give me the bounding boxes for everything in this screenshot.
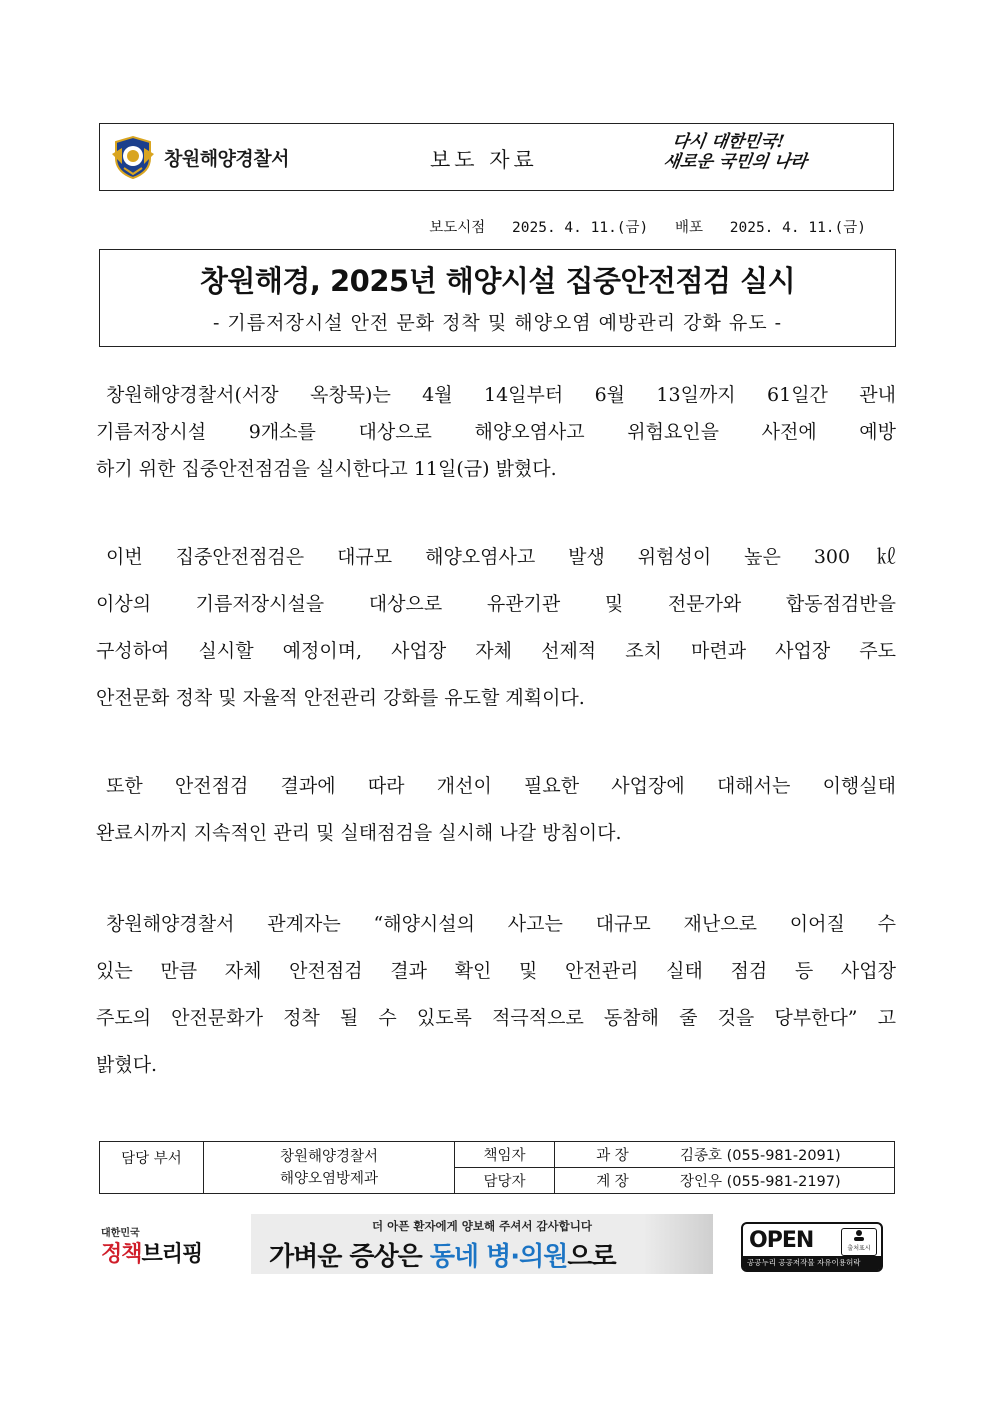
doc-type: 보도 자료 (430, 148, 538, 172)
policy-small-text: 대한민국 (101, 1228, 140, 1239)
agency-logo (110, 136, 289, 178)
dept-line-1: 창원해양경찰서 (279, 1148, 379, 1165)
slogan-line-2: 새로운 국민의 나라 (662, 152, 809, 172)
policy-big-black: 브리핑 (141, 1242, 203, 1267)
footer (0, 1214, 992, 1274)
paragraph-3 (96, 763, 896, 857)
agency-name: 창원해양경찰서 (164, 147, 289, 170)
release-date: 2025. 4. 11.(금) (512, 220, 649, 236)
paragraph-line: 안전문화 정착 및 자율적 안전관리 강화를 유도할 계획이다. (96, 687, 585, 709)
role-cell: 담당자 (455, 1168, 555, 1194)
distribution-date: 2025. 4. 11.(금) (729, 220, 866, 236)
open-license-badge (741, 1222, 883, 1272)
person-cell: 김종호 (055-981-2091) (670, 1142, 895, 1168)
title-box (99, 249, 896, 347)
attribution-text: 출처표시 (847, 1245, 871, 1252)
paragraph-4 (96, 901, 896, 1089)
title-cell: 계 장 (555, 1168, 671, 1194)
paragraph-line: 하기 위한 집중안전점검을 실시한다고 11일(금) 밝혔다. (96, 458, 557, 480)
slogan-line-1: 다시 대한민국! (671, 132, 786, 152)
policy-briefing-logo (101, 1224, 202, 1268)
dept-label: 담당 부서 (100, 1142, 204, 1194)
paragraph-line: 창원해양경찰서(서장 옥창묵)는 4월 14일부터 6월 13일까지 61일간 관내 (106, 384, 896, 406)
header-box (99, 123, 894, 191)
attribution-badge (841, 1228, 877, 1256)
person-cell: 장인우 (055-981-2197) (670, 1168, 895, 1194)
role-cell: 책임자 (455, 1142, 555, 1168)
contact-table (99, 1141, 895, 1194)
page-subtitle: - 기름저장시설 안전 문화 정착 및 해양오염 예방관리 강화 유도 - (212, 312, 783, 334)
policy-big-text (101, 1237, 202, 1268)
person-icon (852, 1229, 866, 1241)
paragraph-line: 밝혔다. (96, 1054, 158, 1076)
distribution-label: 배포 (675, 220, 704, 236)
release-label: 보도시점 (429, 220, 486, 236)
page-title: 창원해경, 2025년 해양시설 집중안전점검 실시 (199, 264, 796, 298)
slogan (662, 132, 858, 172)
paragraph-2 (96, 534, 896, 722)
banner-main-text (269, 1236, 616, 1273)
campaign-banner (251, 1214, 713, 1274)
open-text: OPEN (749, 1228, 814, 1253)
paragraph-line: 기름저장시설 9개소를 대상으로 해양오염사고 위험요인을 사전에 예방 (96, 421, 896, 443)
paragraph-1 (96, 377, 896, 488)
release-dates (411, 216, 866, 237)
paragraph-line: 완료시까지 지속적인 관리 및 실태점검을 실시해 나갈 방침이다. (96, 822, 622, 844)
banner-main-part-3: 으로 (567, 1242, 616, 1272)
banner-top-text: 더 아픈 환자에게 양보해 주셔서 감사합니다 (372, 1219, 592, 1233)
title-cell: 과 장 (555, 1142, 671, 1168)
banner-main-highlight: 동네 병·의원 (429, 1242, 568, 1272)
coast-guard-emblem-icon (110, 134, 156, 180)
paragraph-line: 이번 집중안전점검은 대규모 해양오염사고 발생 위험성이 높은 300㎘ (106, 546, 896, 568)
paragraph-line: 있는 만큼 자체 안전점검 결과 확인 및 안전관리 실태 점검 등 사업장 (96, 960, 896, 982)
dept-line-2: 해양오염방제과 (279, 1170, 379, 1187)
paragraph-line: 구성하여 실시할 예정이며, 사업장 자체 선제적 조치 마련과 사업장 주도 (96, 640, 896, 662)
paragraph-line: 이상의 기름저장시설을 대상으로 유관기관 및 전문가와 합동점검반을 (96, 593, 896, 615)
paragraph-line: 또한 안전점검 결과에 따라 개선이 필요한 사업장에 대해서는 이행실태 (106, 775, 896, 797)
open-license-bar: 공공누리 공공저작물 자유이용허락 (743, 1256, 881, 1270)
policy-big-red: 정책 (101, 1242, 142, 1267)
paragraph-line: 창원해양경찰서 관계자는 “해양시설의 사고는 대규모 재난으로 이어질 수 (106, 913, 896, 935)
paragraph-line: 주도의 안전문화가 정착 될 수 있도록 적극적으로 동참해 줄 것을 당부한다” 고 (96, 1007, 896, 1029)
dept-name (204, 1142, 455, 1194)
banner-main-part-1: 가벼운 증상은 (269, 1242, 430, 1272)
